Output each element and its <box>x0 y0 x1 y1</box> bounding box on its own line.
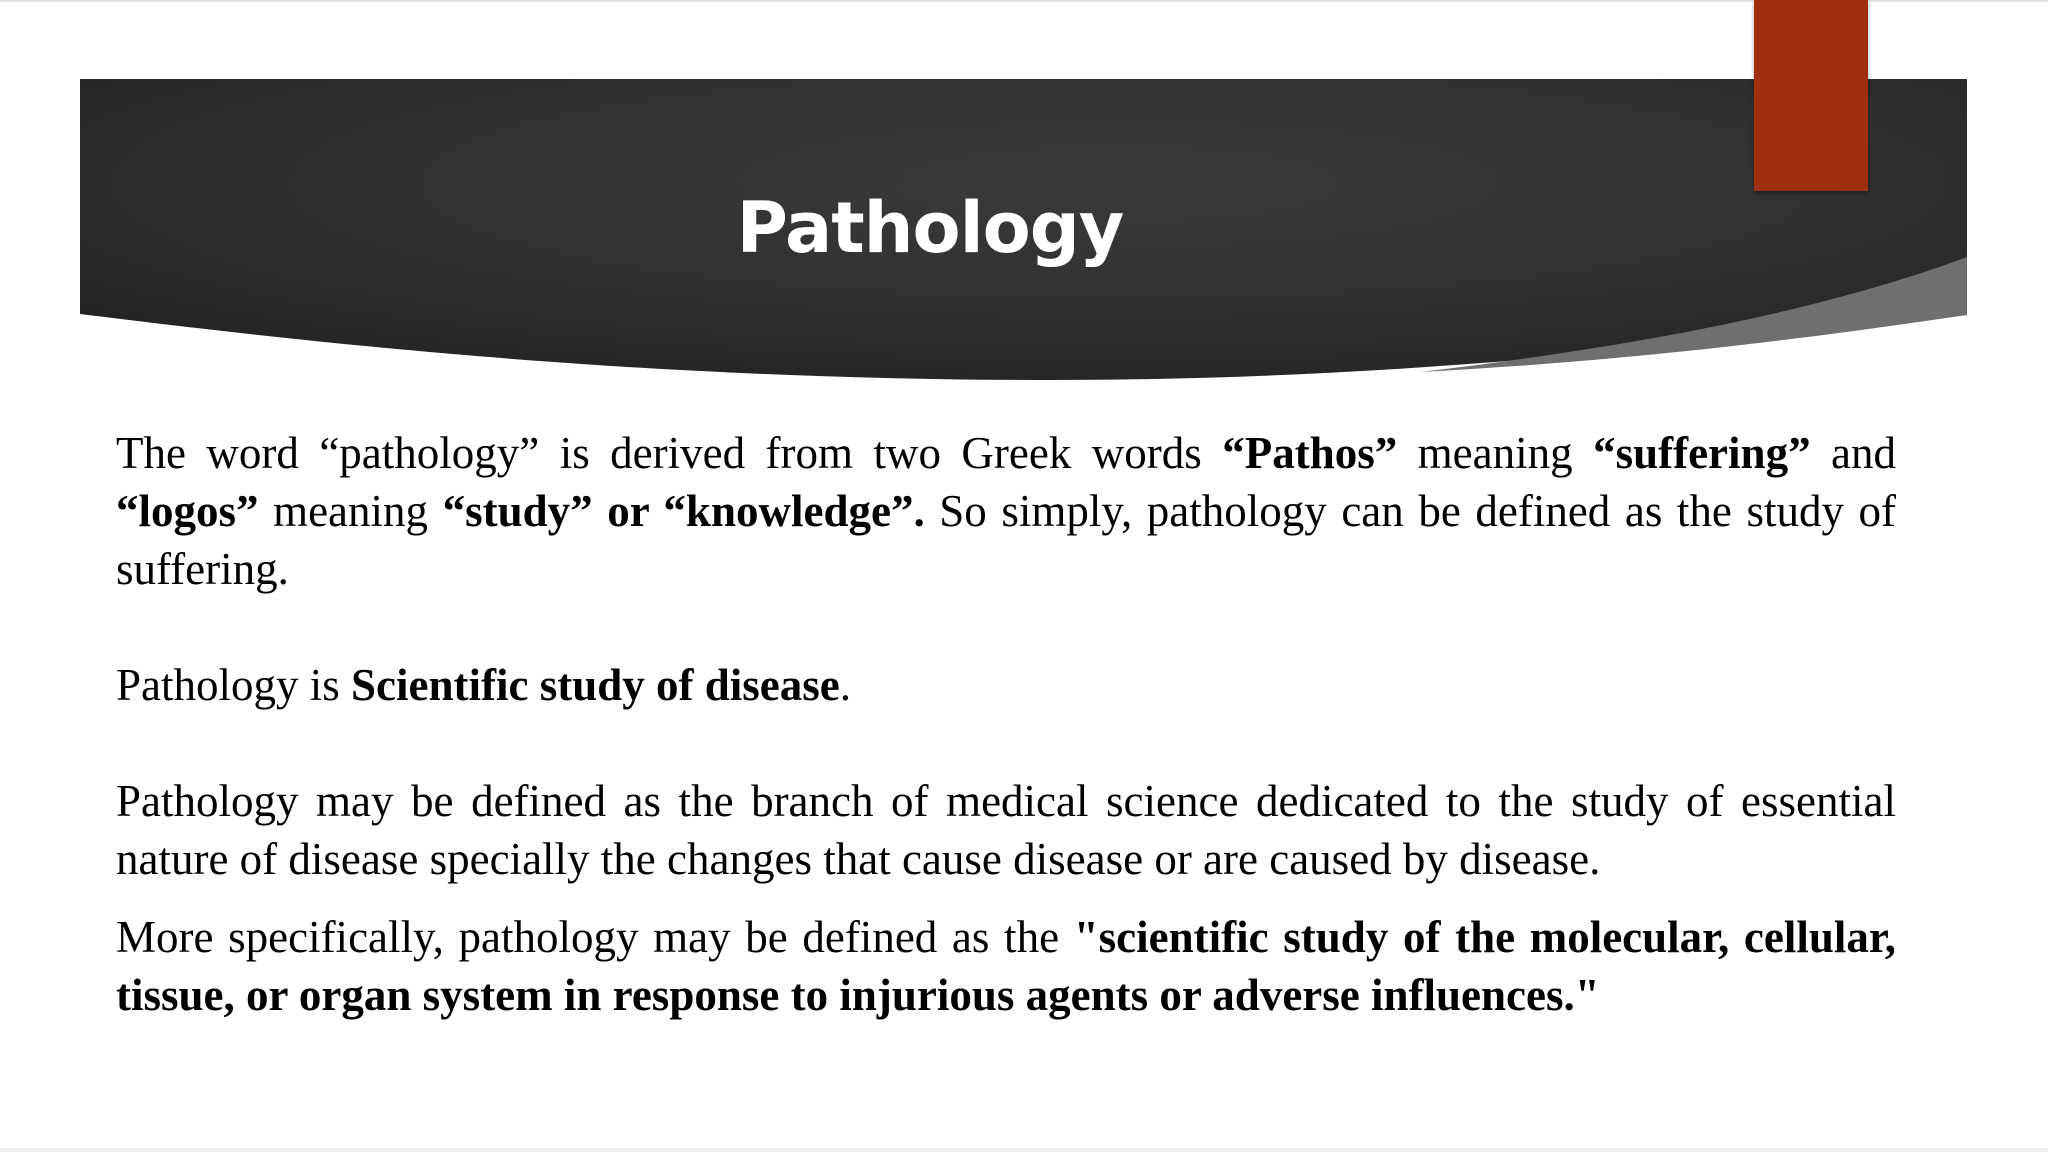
bold-text-span: “suffering” <box>1593 428 1811 478</box>
text-span: meaning <box>1397 428 1594 478</box>
bold-text-span: “study” or “knowledge”. <box>442 486 925 536</box>
text-span: Pathology may be defined as the branch of medical science dedicated to the study of essential nature of disease specially the changes that cause disease or are caused by disease. <box>116 776 1896 884</box>
text-span: and <box>1810 428 1896 478</box>
bold-text-span: "scientific study of the molecular, cellular, tissue, or organ system in response to injurious agents or adverse influences." <box>116 912 1896 1020</box>
bold-text-span: Scientific study of disease <box>351 660 840 710</box>
text-span: So simply, pathology can be defined as the study of suffering. <box>116 486 1896 594</box>
text-span: The word “pathology” is derived from two Greek words <box>116 428 1223 478</box>
paragraph-definition-short <box>116 656 1896 714</box>
bold-text-span: “logos” <box>116 486 259 536</box>
slide-body <box>116 424 1896 1024</box>
bold-text-span: “Pathos” <box>1222 428 1398 478</box>
paragraph-definition-specific <box>116 908 1896 1024</box>
text-span: Pathology is <box>116 660 352 710</box>
slide-title: Pathology <box>736 187 1124 269</box>
text-span: meaning <box>258 486 443 536</box>
paragraph-definition-branch <box>116 772 1896 888</box>
accent-bookmark-tab <box>1754 0 1868 191</box>
text-span: More specifically, pathology may be defined as the <box>116 912 1074 962</box>
bottom-border-line <box>0 1148 2048 1152</box>
text-span: . <box>839 660 852 710</box>
paragraph-etymology <box>116 424 1896 598</box>
